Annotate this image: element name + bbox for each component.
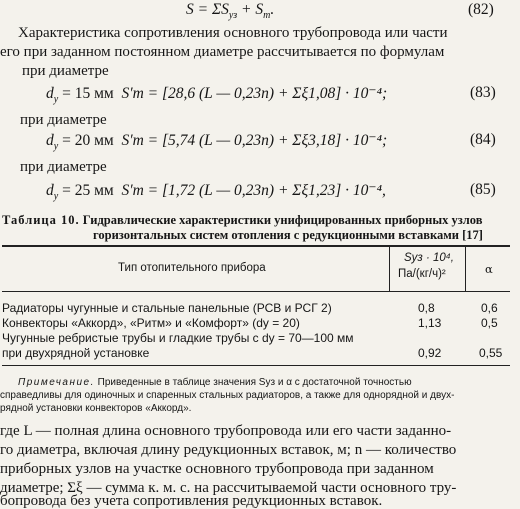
- table-col-divider-2: [465, 246, 466, 292]
- table-row-3-type: Чугунные ребристые трубы и гладкие трубы с dу = 70—100 мм: [2, 331, 354, 345]
- formula-82-sub2: т: [263, 10, 271, 22]
- formula-84-number: (84): [470, 131, 496, 148]
- header-device-type: Тип отопительного прибора: [118, 262, 266, 274]
- formula-85-d-sub: у: [53, 191, 59, 203]
- note-line-3: рядной установки конвекторов «Аккорд».: [0, 403, 192, 414]
- note-line-2: справедливы для одиночных и спаренных стальных радиаторов, а также для однорядной и двух-: [0, 390, 455, 401]
- intro-line-2: его при заданном постоянном диаметре рассчитывается по формулам: [0, 44, 445, 60]
- formula-83-d-sub: у: [53, 94, 59, 106]
- table-row-2-s: 1,13: [418, 316, 442, 330]
- header-s-value: Sуз · 10⁴,: [404, 252, 454, 264]
- formula-82-number: (82): [468, 1, 494, 18]
- formula-85: [46, 181, 386, 202]
- formula-82-end: .: [270, 1, 275, 18]
- formula-82: [186, 1, 274, 21]
- formula-83-d: d: [46, 85, 54, 102]
- table-row-2-alpha: 0,5: [481, 316, 498, 330]
- table-bottom-rule: [2, 365, 510, 366]
- formula-84-rhs: S′т = [5,74 (L — 0,23n) + Σξ3,18] · 10⁻⁴;: [121, 132, 388, 149]
- note-text-1: Приведенные в таблице значения Sуз и α с достаточной точностью: [97, 377, 412, 388]
- explanation-line-1: где L — полная длина основного трубопровода или его части заданно-: [0, 423, 452, 439]
- formula-83: [46, 84, 387, 105]
- table-caption: [2, 213, 482, 227]
- formula-84-d: d: [46, 132, 54, 149]
- at-diameter-1: при диаметре: [22, 63, 109, 79]
- table-row-4-type: при двухрядной установке: [2, 346, 150, 360]
- table-row-4-alpha: 0,55: [479, 346, 503, 360]
- header-alpha: α: [485, 262, 493, 276]
- table-row-1-alpha: 0,6: [481, 301, 498, 315]
- formula-85-number: (85): [470, 181, 496, 198]
- explanation-line-2: го диаметра, включая длину редукционных вставок, м; n — количество: [0, 442, 457, 458]
- explanation-line-3: приборных узлов на участке основного трубопровода при заданном: [0, 461, 434, 477]
- note-label: Примечание.: [18, 377, 95, 388]
- table-top-rule: [2, 245, 510, 247]
- table-caption-line-1: Гидравлические характеристики унифицированных приборных узлов: [82, 213, 483, 227]
- table-col-divider-1: [389, 246, 390, 292]
- formula-83-number: (83): [470, 84, 496, 101]
- table-header-rule: [2, 291, 510, 292]
- formula-83-rhs: S′т = [28,6 (L — 0,23n) + Σξ1,08] · 10⁻⁴;: [121, 85, 388, 102]
- explanation-line-5: бопровода без учета сопротивления редукционных вставок.: [0, 493, 383, 509]
- intro-line-1: Характеристика сопротивления основного трубопровода или части: [18, 25, 448, 41]
- formula-82-mid: + S: [237, 1, 264, 18]
- formula-84-d-sub: у: [53, 141, 59, 153]
- formula-82-lhs: S = ΣS: [186, 1, 229, 18]
- table-row-4-s: 0,92: [418, 346, 442, 360]
- table-caption-label: Таблица 10.: [2, 213, 80, 227]
- table-row-1-s: 0,8: [418, 301, 435, 315]
- formula-83-condition: = 15 мм: [62, 85, 114, 102]
- note-line-1: [18, 377, 412, 389]
- table-row-1-type: Радиаторы чугунные и стальные панельные (РСВ и РСГ 2): [2, 301, 332, 315]
- explanation-line-4: диаметре; Σξ — сумма к. м. с. на рассчитываемой части основного тру-: [0, 480, 457, 496]
- at-diameter-3: при диаметре: [20, 159, 107, 175]
- formula-82-sub1: уз: [228, 10, 238, 22]
- table-row-2-type: Конвекторы «Аккорд», «Ритм» и «Комфорт» (dу = 20): [2, 316, 300, 330]
- formula-85-condition: = 25 мм: [62, 182, 114, 199]
- at-diameter-2: при диаметре: [20, 112, 107, 128]
- header-s-units: Па/(кг/ч)²: [398, 268, 446, 280]
- formula-84: [46, 131, 387, 152]
- formula-84-condition: = 20 мм: [62, 132, 114, 149]
- formula-85-rhs: S′т = [1,72 (L — 0,23n) + Σξ1,23] · 10⁻⁴,: [121, 182, 386, 199]
- table-caption-line-2: горизонтальных систем отопления с редукционными вставками [17]: [93, 228, 483, 242]
- formula-85-d: d: [46, 182, 54, 199]
